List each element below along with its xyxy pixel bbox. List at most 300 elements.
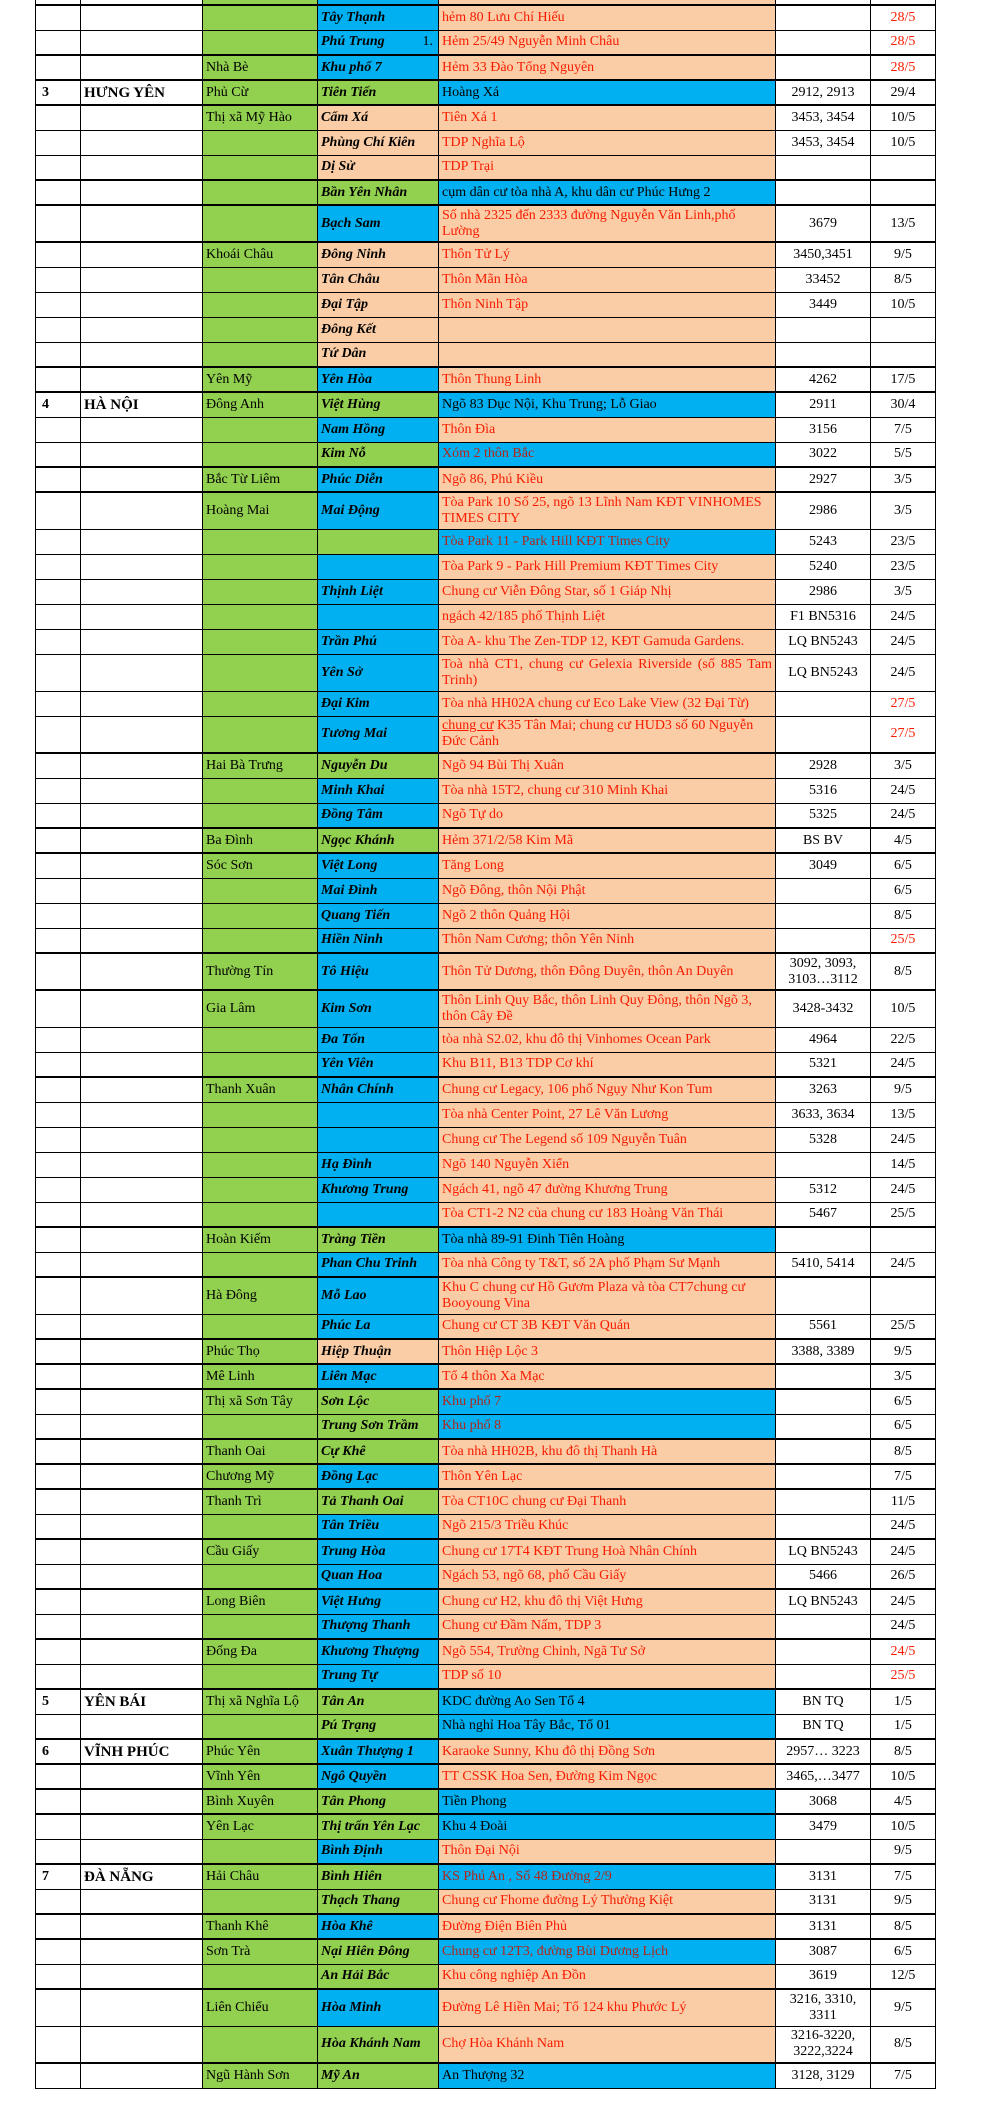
cell-case-codes: 3428-3432	[776, 990, 871, 1027]
cell-ward: Phúc Diễn	[318, 467, 439, 492]
cell-address: KDC đường Ao Sen Tổ 4	[439, 1689, 776, 1714]
cell-district	[203, 604, 318, 629]
cell-row-number	[36, 205, 81, 242]
cell-date: 24/5	[871, 1514, 936, 1539]
cell-date: 3/5	[871, 492, 936, 529]
cell-row-number	[36, 30, 81, 55]
table-row	[36, 1252, 936, 1277]
cell-ward: Hiệp Thuận	[318, 1339, 439, 1364]
table-row	[36, 928, 936, 953]
cell-row-number	[36, 155, 81, 180]
cell-case-codes: 5321	[776, 1052, 871, 1077]
cell-date: 8/5	[871, 1914, 936, 1939]
cell-province	[81, 1839, 203, 1864]
cell-case-codes: 3450,3451	[776, 242, 871, 267]
cell-date: 8/5	[871, 953, 936, 990]
cell-address: Hẻm 25/49 Nguyễn Minh Châu	[439, 30, 776, 55]
cell-row-number	[36, 753, 81, 778]
cell-case-codes: 2986	[776, 492, 871, 529]
cell-case-codes: 3453, 3454	[776, 105, 871, 130]
cell-row-number	[36, 1814, 81, 1839]
cell-address: Ngõ 94 Bùi Thị Xuân	[439, 753, 776, 778]
cell-ward: Nguyễn Du	[318, 753, 439, 778]
cell-province	[81, 529, 203, 554]
cell-row-number	[36, 629, 81, 654]
cell-date: 9/5	[871, 242, 936, 267]
cell-row-number	[36, 803, 81, 828]
cell-address: Khu C chung cư Hồ Gươm Plaza và tòa CT7chung cư Booyoung Vina	[439, 1277, 776, 1314]
cell-date	[871, 1277, 936, 1314]
cell-ward: Việt Hùng	[318, 392, 439, 417]
cell-address: Tiên Xá 1	[439, 105, 776, 130]
cell-district: Thị xã Mỹ Hào	[203, 105, 318, 130]
cell-district	[203, 1414, 318, 1439]
cell-district	[203, 1314, 318, 1339]
cell-date: 24/5	[871, 1177, 936, 1202]
cell-date: 9/5	[871, 1989, 936, 2026]
cell-case-codes: 5467	[776, 1202, 871, 1227]
cell-date: 29/4	[871, 80, 936, 105]
cell-ward: Đông Ninh	[318, 242, 439, 267]
cell-district	[203, 1102, 318, 1127]
cell-date: 28/5	[871, 30, 936, 55]
cell-ward	[318, 1127, 439, 1152]
cell-district	[203, 292, 318, 317]
cell-district: Thanh Oai	[203, 1439, 318, 1464]
cell-row-number: 4	[36, 392, 81, 417]
cell-case-codes: BN TQ	[776, 1689, 871, 1714]
cell-province	[81, 1814, 203, 1839]
cell-ward	[318, 1102, 439, 1127]
cell-province	[81, 828, 203, 853]
cell-date: 10/5	[871, 990, 936, 1027]
cell-district	[203, 1964, 318, 1989]
cell-province	[81, 878, 203, 903]
table-row	[36, 1739, 936, 1764]
table-row	[36, 990, 936, 1027]
cell-date: 1/5	[871, 1689, 936, 1714]
table-row	[36, 1227, 936, 1252]
cell-row-number	[36, 1789, 81, 1814]
cell-province	[81, 1989, 203, 2026]
cell-ward: Tràng Tiền	[318, 1227, 439, 1252]
cell-date: 24/5	[871, 1127, 936, 1152]
cell-district	[203, 30, 318, 55]
cell-district	[203, 1714, 318, 1739]
cell-province	[81, 1914, 203, 1939]
table-row	[36, 130, 936, 155]
cell-address	[439, 342, 776, 367]
cell-case-codes	[776, 1489, 871, 1514]
cell-address: Thôn Thung Linh	[439, 367, 776, 392]
cell-case-codes: 5312	[776, 1177, 871, 1202]
cell-case-codes: 3087	[776, 1939, 871, 1964]
cell-district	[203, 2026, 318, 2063]
cell-case-codes: 3388, 3389	[776, 1339, 871, 1364]
cell-ward: Tân An	[318, 1689, 439, 1714]
cell-date	[871, 1227, 936, 1252]
cell-district	[203, 1202, 318, 1227]
table-row	[36, 878, 936, 903]
cell-case-codes: 3022	[776, 442, 871, 467]
cell-ward: Mai Động	[318, 492, 439, 529]
cell-date: 24/5	[871, 803, 936, 828]
table-row	[36, 1202, 936, 1227]
cell-date: 22/5	[871, 1027, 936, 1052]
cell-district	[203, 716, 318, 753]
table-row	[36, 604, 936, 629]
cell-address: Thôn Tử Lý	[439, 242, 776, 267]
cell-case-codes: 3156	[776, 417, 871, 442]
cell-date: 6/5	[871, 878, 936, 903]
cell-district	[203, 180, 318, 205]
cell-district	[203, 1514, 318, 1539]
cell-date: 6/5	[871, 1389, 936, 1414]
cell-row-number	[36, 1227, 81, 1252]
cell-case-codes	[776, 1614, 871, 1639]
cell-address: Chung cư Fhome đường Lý Thường Kiệt	[439, 1889, 776, 1914]
cell-row-number	[36, 1939, 81, 1964]
cell-date: 14/5	[871, 1152, 936, 1177]
cell-district: Thường Tín	[203, 953, 318, 990]
cell-row-number	[36, 878, 81, 903]
cell-case-codes: 33452	[776, 267, 871, 292]
cell-row-number	[36, 180, 81, 205]
table-row	[36, 267, 936, 292]
cell-case-codes: 2986	[776, 579, 871, 604]
cell-ward: Yên Viên	[318, 1052, 439, 1077]
cell-district: Nhà Bè	[203, 55, 318, 80]
cell-district	[203, 579, 318, 604]
cell-case-codes: 5325	[776, 803, 871, 828]
cell-date: 1/5	[871, 1714, 936, 1739]
cell-province	[81, 716, 203, 753]
cell-province	[81, 554, 203, 579]
cell-province	[81, 342, 203, 367]
cell-province	[81, 604, 203, 629]
cell-address: Thôn Nam Cương; thôn Yên Ninh	[439, 928, 776, 953]
cell-date: 8/5	[871, 1739, 936, 1764]
cell-case-codes: 2928	[776, 753, 871, 778]
cell-address: Thôn Đìa	[439, 417, 776, 442]
cell-row-number	[36, 928, 81, 953]
cell-row-number	[36, 1339, 81, 1364]
cell-district: Thị xã Sơn Tây	[203, 1389, 318, 1414]
cell-province	[81, 654, 203, 691]
table-row	[36, 1314, 936, 1339]
cell-date: 7/5	[871, 417, 936, 442]
table-row	[36, 1864, 936, 1889]
cell-ward: Tứ Dân	[318, 342, 439, 367]
cell-province	[81, 2063, 203, 2088]
cell-address: Tổ 4 thôn Xa Mạc	[439, 1364, 776, 1389]
cell-row-number: 5	[36, 1689, 81, 1714]
cell-case-codes	[776, 1389, 871, 1414]
table-row	[36, 180, 936, 205]
table-row	[36, 292, 936, 317]
cell-district	[203, 554, 318, 579]
table-row	[36, 1539, 936, 1564]
cell-ward: Kim Nỗ	[318, 442, 439, 467]
cell-address: Ngõ 554, Trường Chinh, Ngã Tư Sở	[439, 1639, 776, 1664]
cell-province	[81, 1614, 203, 1639]
cell-ward: Cẩm Xá	[318, 105, 439, 130]
cell-district: Mê Linh	[203, 1364, 318, 1389]
table-row	[36, 1489, 936, 1514]
cell-date: 6/5	[871, 1414, 936, 1439]
cell-province	[81, 442, 203, 467]
table-row	[36, 442, 936, 467]
cell-case-codes	[776, 55, 871, 80]
cell-date: 24/5	[871, 654, 936, 691]
cell-province	[81, 1464, 203, 1489]
cell-date: 10/5	[871, 1814, 936, 1839]
cell-district: Hải Châu	[203, 1864, 318, 1889]
cell-district: Yên Lạc	[203, 1814, 318, 1839]
cell-district: Phúc Yên	[203, 1739, 318, 1764]
cell-district: Ba Đình	[203, 828, 318, 853]
cell-district: Hoàn Kiếm	[203, 1227, 318, 1252]
cell-address: Ngõ Tự do	[439, 803, 776, 828]
cell-row-number	[36, 105, 81, 130]
table-row	[36, 1514, 936, 1539]
cell-ward: Mai Đình	[318, 878, 439, 903]
cell-district: Hai Bà Trưng	[203, 753, 318, 778]
cell-province	[81, 1277, 203, 1314]
cell-row-number	[36, 1714, 81, 1739]
cell-address: Chợ Hòa Khánh Nam	[439, 2026, 776, 2063]
cell-province	[81, 5, 203, 30]
cell-case-codes: 2912, 2913	[776, 80, 871, 105]
cell-row-number	[36, 953, 81, 990]
cell-row-number	[36, 1314, 81, 1339]
cell-district	[203, 130, 318, 155]
cell-case-codes: 3128, 3129	[776, 2063, 871, 2088]
cell-address: Ngõ 83 Dục Nội, Khu Trung; Lỗ Giao	[439, 392, 776, 417]
cell-address: Chung cư The Legend số 109 Nguyễn Tuân	[439, 1127, 776, 1152]
cell-ward: Dị Sử	[318, 155, 439, 180]
cell-row-number	[36, 1052, 81, 1077]
cell-district: Khoái Châu	[203, 242, 318, 267]
cell-date: 12/5	[871, 1964, 936, 1989]
cell-address: Tòa A- khu The Zen-TDP 12, KĐT Gamuda Gardens.	[439, 629, 776, 654]
cell-row-number	[36, 1464, 81, 1489]
cell-date: 6/5	[871, 853, 936, 878]
cell-district	[203, 654, 318, 691]
table-row	[36, 554, 936, 579]
cell-ward: 1. Phú Trung	[318, 30, 439, 55]
table-row	[36, 2063, 936, 2088]
cell-date: 26/5	[871, 1564, 936, 1589]
cell-case-codes	[776, 903, 871, 928]
cell-ward: Ngọc Khánh	[318, 828, 439, 853]
cell-province	[81, 30, 203, 55]
cell-province	[81, 990, 203, 1027]
table-row	[36, 1389, 936, 1414]
cell-ward: Bần Yên Nhân	[318, 180, 439, 205]
cell-row-number	[36, 1639, 81, 1664]
cell-province	[81, 1639, 203, 1664]
cell-address: Tiền Phong	[439, 1789, 776, 1814]
cell-address: Chung cư Legacy, 106 phố Ngụy Như Kon Tum	[439, 1077, 776, 1102]
cell-ward: Hòa Minh	[318, 1989, 439, 2026]
cell-case-codes: F1 BN5316	[776, 604, 871, 629]
cell-date: 3/5	[871, 753, 936, 778]
table-row	[36, 205, 936, 242]
cell-case-codes	[776, 30, 871, 55]
cell-address: Tòa Park 9 - Park Hill Premium KĐT Times City	[439, 554, 776, 579]
table-row	[36, 1052, 936, 1077]
cell-address: Tòa nhà Center Point, 27 Lê Văn Lương	[439, 1102, 776, 1127]
cell-address: Chung cư H2, khu đô thị Việt Hưng	[439, 1589, 776, 1614]
cell-date: 25/5	[871, 1314, 936, 1339]
cell-date: 24/5	[871, 1252, 936, 1277]
cell-province	[81, 691, 203, 716]
cell-address: TDP Nghĩa Lộ	[439, 130, 776, 155]
cell-province	[81, 1027, 203, 1052]
cell-address: Tòa nhà Công ty T&T, số 2A phố Phạm Sư Mạnh	[439, 1252, 776, 1277]
cell-case-codes	[776, 1839, 871, 1864]
table-row	[36, 1364, 936, 1389]
cell-district	[203, 803, 318, 828]
cell-row-number	[36, 716, 81, 753]
cell-ward: Thịnh Liệt	[318, 579, 439, 604]
cell-ward: Đa Tốn	[318, 1027, 439, 1052]
cell-province: VĨNH PHÚC	[81, 1739, 203, 1764]
cell-case-codes	[776, 878, 871, 903]
table-row	[36, 1339, 936, 1364]
cell-date: 13/5	[871, 205, 936, 242]
cell-district: Liên Chiểu	[203, 1989, 318, 2026]
table-row	[36, 691, 936, 716]
cell-date: 10/5	[871, 292, 936, 317]
cell-district	[203, 1127, 318, 1152]
cell-address: Đường Lê Hiền Mai; Tổ 124 khu Phước Lý	[439, 1989, 776, 2026]
cell-province	[81, 1364, 203, 1389]
cell-address: Thôn Tử Dương, thôn Đông Duyên, thôn An Duyên	[439, 953, 776, 990]
cell-ward	[318, 1202, 439, 1227]
cell-address: Tòa nhà HH02A chung cư Eco Lake View (32 Đại Từ)	[439, 691, 776, 716]
cell-district	[203, 529, 318, 554]
cell-district	[203, 928, 318, 953]
cell-ward: Kim Sơn	[318, 990, 439, 1027]
cell-date: 24/5	[871, 1589, 936, 1614]
cell-row-number	[36, 903, 81, 928]
table-row	[36, 1127, 936, 1152]
cell-ward: Đồng Lạc	[318, 1464, 439, 1489]
cell-ward: Trung Hòa	[318, 1539, 439, 1564]
cell-ward: Bình Hiên	[318, 1864, 439, 1889]
table-row	[36, 55, 936, 80]
cell-province	[81, 155, 203, 180]
cell-date: 24/5	[871, 1639, 936, 1664]
cell-address: Tòa Park 11 - Park Hill KĐT Times City	[439, 529, 776, 554]
cell-province	[81, 1177, 203, 1202]
cell-case-codes	[776, 716, 871, 753]
cell-district: Bắc Từ Liêm	[203, 467, 318, 492]
cell-ward: Khương Trung	[318, 1177, 439, 1202]
cell-ward	[318, 604, 439, 629]
cell-date: 10/5	[871, 130, 936, 155]
table-row	[36, 1914, 936, 1939]
cell-address: Ngõ 215/3 Triều Khúc	[439, 1514, 776, 1539]
cell-district: Chương Mỹ	[203, 1464, 318, 1489]
cell-address: tòa nhà S2.02, khu đô thị Vinhomes Ocean Park	[439, 1027, 776, 1052]
cell-row-number	[36, 529, 81, 554]
cell-date: 25/5	[871, 1202, 936, 1227]
table-row	[36, 1564, 936, 1589]
cell-row-number	[36, 1489, 81, 1514]
cell-province	[81, 1539, 203, 1564]
cell-province	[81, 953, 203, 990]
cell-province	[81, 1339, 203, 1364]
cell-district: Vĩnh Yên	[203, 1764, 318, 1789]
cell-province	[81, 2026, 203, 2063]
cell-address: Khu phố 7	[439, 1389, 776, 1414]
cell-province: HÀ NỘI	[81, 392, 203, 417]
cell-address: Chung cư Đầm Nấm, TDP 3	[439, 1614, 776, 1639]
cell-ward: An Hải Bắc	[318, 1964, 439, 1989]
cell-province	[81, 629, 203, 654]
cell-address: Chung cư 12T3, đường Bùi Dương Lịch	[439, 1939, 776, 1964]
cell-district	[203, 1889, 318, 1914]
cell-address: Ngõ 2 thôn Quảng Hội	[439, 903, 776, 928]
cell-row-number	[36, 1914, 81, 1939]
cell-date	[871, 317, 936, 342]
cell-province	[81, 778, 203, 803]
cell-row-number	[36, 5, 81, 30]
cell-date: 24/5	[871, 629, 936, 654]
cell-address: Nhà nghỉ Hoa Tây Bắc, Tổ 01	[439, 1714, 776, 1739]
cell-case-codes	[776, 1464, 871, 1489]
cell-address: Tòa nhà 15T2, chung cư 310 Minh Khai	[439, 778, 776, 803]
cell-row-number: 3	[36, 80, 81, 105]
cell-address: Chung cư CT 3B KĐT Văn Quán	[439, 1314, 776, 1339]
cell-district	[203, 878, 318, 903]
cell-ward: Việt Long	[318, 853, 439, 878]
cell-district	[203, 442, 318, 467]
cell-province	[81, 1564, 203, 1589]
cell-date	[871, 342, 936, 367]
table-row	[36, 155, 936, 180]
cell-row-number	[36, 317, 81, 342]
cell-case-codes: 3479	[776, 1814, 871, 1839]
covid-lockdown-area-table	[35, 0, 936, 2089]
cell-ward: Thạch Thang	[318, 1889, 439, 1914]
cell-date: 4/5	[871, 828, 936, 853]
cell-ward	[318, 529, 439, 554]
cell-case-codes	[776, 317, 871, 342]
cell-ward: Trung Sơn Trầm	[318, 1414, 439, 1439]
cell-district: Cầu Giấy	[203, 1539, 318, 1564]
cell-province	[81, 1789, 203, 1814]
cell-date: 23/5	[871, 529, 936, 554]
cell-district: Yên Mỹ	[203, 367, 318, 392]
cell-row-number	[36, 1614, 81, 1639]
cell-row-number	[36, 2026, 81, 2063]
cell-row-number	[36, 492, 81, 529]
cell-district: Hoàng Mai	[203, 492, 318, 529]
cell-address: Tòa nhà 89-91 Đinh Tiên Hoàng	[439, 1227, 776, 1252]
cell-district: Thanh Trì	[203, 1489, 318, 1514]
table-row	[36, 716, 936, 753]
table-row	[36, 342, 936, 367]
cell-case-codes: 3619	[776, 1964, 871, 1989]
cell-district: Thị xã Nghĩa Lộ	[203, 1689, 318, 1714]
cell-address: Hoàng Xá	[439, 80, 776, 105]
cell-ward: Tô Hiệu	[318, 953, 439, 990]
cell-date: 28/5	[871, 5, 936, 30]
